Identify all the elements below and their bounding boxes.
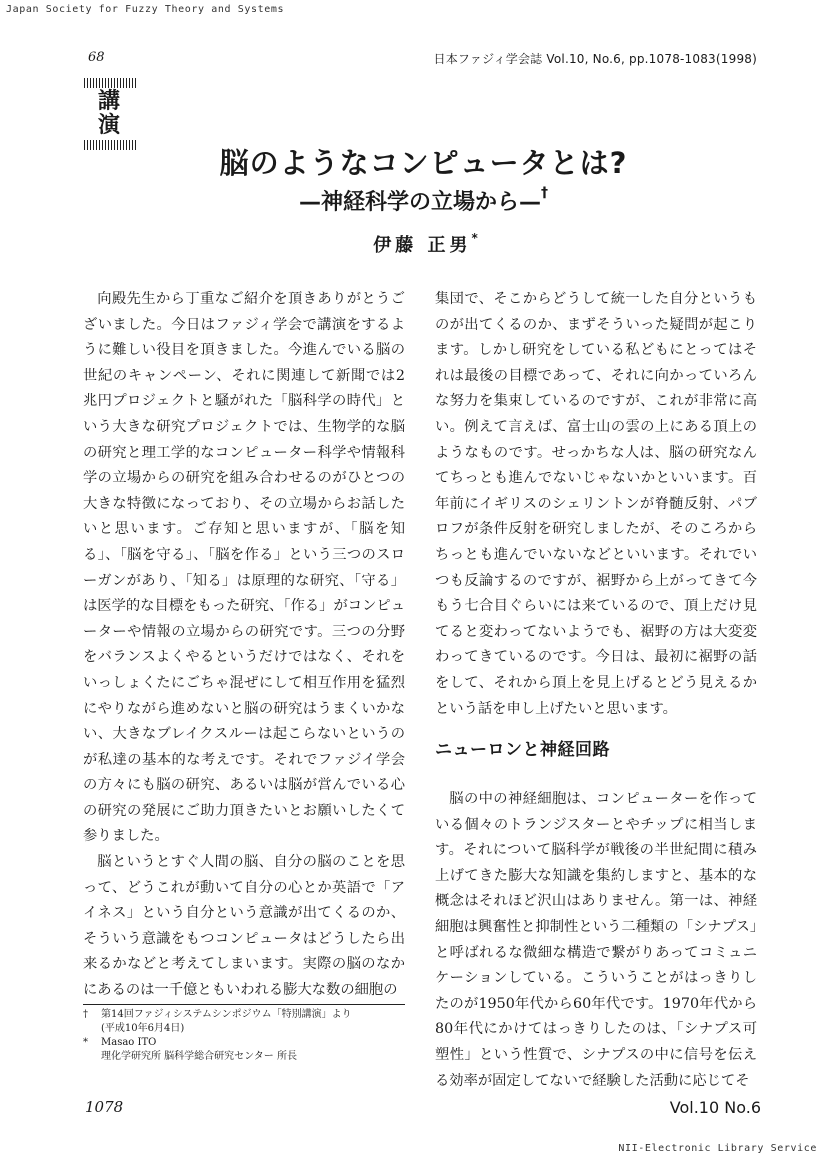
library-service: NII-Electronic Library Service [618, 1143, 817, 1154]
author-name [0, 231, 827, 257]
article-title: 脳のようなコンピュータとは? [219, 146, 628, 180]
footnote-star [83, 1036, 413, 1050]
footnote-divider [83, 1004, 405, 1005]
body-paragraph: 脳の中の神経細胞は、コンピューターを作っている個々のトランジスターとやチップに相当します。それについて脳科学が戦後の半世紀間に積み上げてきた膨大な知識を集約しますと、基本的な概念はそれほど沢山はありません。第一は、神経細胞は興奮性と抑制性という二種類の「シナプス」と呼ばれるな微細な構造で繋がりあってコミュニケーションしている。こういうことがはっきりしたのが1950年代から60年代です。1970年代から80年代にかけてはっきりしたのは、「シナプス可塑性」という性質で、シナプスの中に信号を伝える効率が固定してないで経験した活動に応じてそ [435, 791, 757, 1089]
right-column-bottom [435, 787, 757, 1094]
left-column [83, 287, 405, 1004]
body-paragraph: 集団で、そこからどうして統一した自分というものが出てくるのか、まずそういった疑問が起こります。しかし研究をしている私どもにとってはそれは最後の目標であって、それに向かっていろんな努力を集束しているのですが、これが非常に高い。例えて言えば、富士山の雲の上にある頂上のようなものです。せっかちな人は、脳の研究なんてちっとも進んでないじゃないかといいます。百年前にイギリスのシェリントンが脊髄反射、パブロフが条件反射を研究しましたが、そのころからちっとも進んでいないなどといいます。それでいつも反論するのですが、裾野から上がってきて今もう七合目ぐらいには来ているので、頂上だけ見てると変わってないようでも、裾野の方は大変変わってきているのです。今日は、最初に裾野の話をして、それから頂上を見上げるとどう見えるかという話を申し上げたいと思います。 [435, 291, 757, 717]
page-number-bottom: 1078 [85, 1098, 124, 1116]
volume-footer: Vol.10 No.6 [669, 1098, 761, 1117]
subtitle-footnote-mark: † [541, 185, 548, 201]
subtitle-text: —神経科学の立場から— [298, 190, 541, 215]
footnote-dagger-mark: † [83, 1009, 88, 1020]
body-paragraph: 脳というとすぐ人間の脳、自分の脳のことを思って、どうこれが動いて自分の心とか英語で「アイネス」という自分という意識が出てくるのか、そういう意識をもつコンピュータはどうしたら出来るかなどと考えてしまいます。実際の脳のなかにあるのは一千億ともいわれる膨大な数の細胞の [83, 854, 405, 999]
society-header: Japan Society for Fuzzy Theory and Systems [6, 4, 285, 15]
footnote-star-affiliation: 理化学研究所 脳科学総合研究センター 所長 [101, 1051, 297, 1062]
footnote-star-name: Masao ITO [101, 1037, 157, 1048]
author-footnote-mark: * [471, 231, 478, 245]
footnote-star-mark: * [83, 1037, 88, 1048]
body-paragraph: 向殿先生から丁重なご紹介を頂きありがとうございました。今日はファジィ学会で講演をするように難しい役目を頂きました。今進んでいる脳の世紀のキャンペーン、それに関連して新聞では2兆円プロジェクトと騒がれた「脳科学の時代」という大きな研究プロジェクトでは、生物学的な脳の研究と理工学的なコンピューター科学や情報科学の立場からの研究を組み合わせるのがひとつの大きな特徴になっており、その立場からお話したいと思います。ご存知と思いますが、「脳を知る」、「脳を守る」、「脳を作る」という三つのスローガンがあり、「知る」は原理的な研究、「守る」は医学的な目標をもった研究、「作る」がコンピューターや情報の立場からの研究です。三つの分野をバランスよくやるというだけではなく、それをいっしょくたにごちゃ混ぜにして相互作用を猛烈にやりながら進めないと脳の研究はうまくいかない、大きなブレイクスルーは起こらないというのが私達の基本的な考えです。それでファジイ学会の方々にも脳の研究、あるいは脳が営んでいる心の研究の発展にご助力頂きたいとお願いしたくて参りました。 [83, 291, 405, 845]
article-subtitle [0, 185, 827, 216]
section-label-text: 講 演 [97, 89, 124, 138]
page-number-top: 68 [88, 50, 105, 65]
footnotes [83, 1008, 413, 1064]
footnote-dagger-date: (平成10年6月4日) [101, 1023, 185, 1034]
author-text: 伊藤 正男 [373, 235, 472, 256]
footnote-dagger [83, 1008, 413, 1022]
section-label-rule-top [84, 78, 138, 88]
section-heading: ニューロンと神経回路 [435, 740, 610, 760]
footnote-dagger-text: 第14回ファジィシステムシンポジウム「特別講演」より [101, 1009, 352, 1020]
section-label [84, 78, 138, 150]
right-column-top [435, 287, 757, 722]
journal-citation: 日本ファジィ学会誌 Vol.10, No.6, pp.1078-1083(1998) [433, 52, 757, 66]
